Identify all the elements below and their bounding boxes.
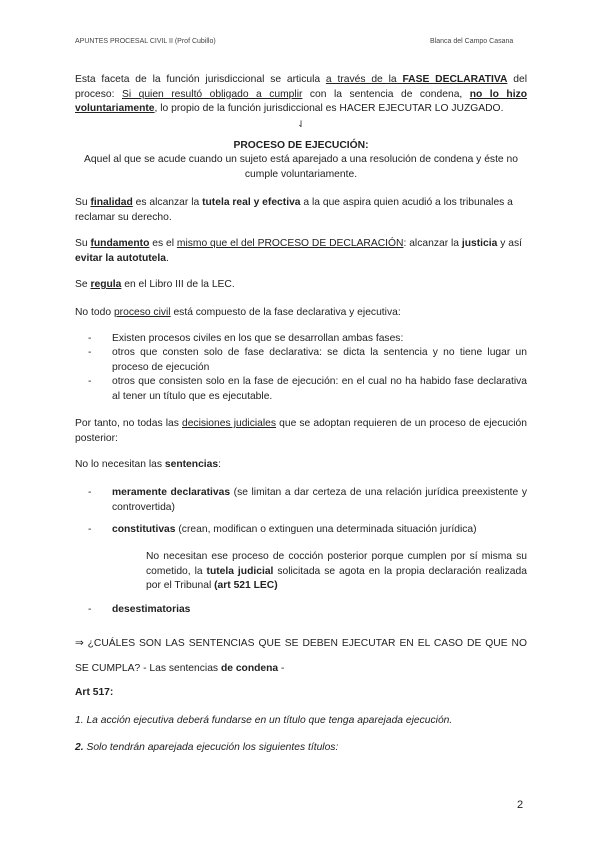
- header-left: APUNTES PROCESAL CIVIL II (Prof Cubillo): [75, 38, 216, 45]
- list-item-constitutivas: constitutivas (crean, modifican o extinguen una determinada situación jurídica): [112, 524, 477, 535]
- portanto-paragraph: Por tanto, no todas las decisiones judiciales que se adoptan requieren de un proceso de ejecución posterior:: [75, 418, 528, 444]
- article-heading: Art 517:: [75, 687, 114, 698]
- list-item: otros que consisten solo en la fase de ejecución: en el cual no ha habido fase declarativa al tener un título que es ejecutable.: [112, 376, 527, 402]
- intro-paragraph: Esta faceta de la función jurisdiccional se articula a través de la FASE DECLARATIVA del proceso: Si quien resultó obligado a cumplir con la sentencia de condena, no lo hizo voluntariamente, lo propio de la función jurisdiccional es HACER EJECUTAR LO JUZGADO.: [75, 74, 528, 114]
- arrow-right-icon: ⇒: [75, 638, 84, 649]
- article-point-1: 1. La acción ejecutiva deberá fundarse en un título que tenga aparejada ejecución.: [75, 715, 453, 726]
- section-subtitle: Aquel al que se acude cuando un sujeto está aparejado a una resolución de condena y éste no cumple voluntariamente.: [84, 154, 518, 180]
- list-dash: -: [88, 347, 92, 358]
- nolo-paragraph: No lo necesitan las sentencias:: [75, 459, 221, 470]
- page-number: 2: [517, 799, 524, 811]
- list-item-desestimatorias: desestimatorias: [112, 604, 191, 615]
- header-right: Blanca del Campo Casana: [430, 38, 514, 45]
- notodo-paragraph: No todo proceso civil está compuesto de la fase declarativa y ejecutiva:: [75, 307, 401, 318]
- list-dash: -: [88, 376, 92, 387]
- list-item-declarativas: meramente declarativas (se limitan a dar certeza de una relación jurídica preexistente y controvertida): [112, 487, 527, 513]
- list-dash: -: [88, 487, 92, 498]
- list-dash: -: [88, 524, 92, 535]
- fundamento-paragraph: Su fundamento es el mismo que el del PROCESO DE DECLARACIÓN: alcanzar la justicia y así evitar la autotutela.: [75, 238, 522, 264]
- list-dash: -: [88, 604, 92, 615]
- list-item: otros que consten solo de fase declarativa: se dicta la sentencia y no tiene lugar un proceso de ejecución: [112, 347, 527, 373]
- arrow-mark: ⇃: [297, 119, 305, 129]
- list-item: Existen procesos civiles en los que se desarrollan ambas fases:: [112, 333, 404, 344]
- section-title: PROCESO DE EJECUCIÓN:: [233, 140, 369, 151]
- coccion-paragraph: No necesitan ese proceso de cocción posterior porque cumplen por sí misma su cometido, la tutela judicial solicitada se agota en la propia declaración realizada por el Tribunal (art 521 LEC): [146, 551, 527, 591]
- list-dash: -: [88, 333, 92, 344]
- article-point-2: 2. Solo tendrán aparejada ejecución los siguientes títulos:: [75, 742, 339, 753]
- finalidad-paragraph: Su finalidad es alcanzar la tutela real y efectiva a la que aspira quien acudió a los tribunales a reclamar su derecho.: [75, 197, 513, 223]
- regula-paragraph: Se regula en el Libro III de la LEC.: [75, 279, 235, 290]
- question-paragraph: ⇒ ¿CUÁLES SON LAS SENTENCIAS QUE SE DEBEN EJECUTAR EN EL CASO DE QUE NO SE CUMPLA? - Las sentencias de condena -: [75, 638, 527, 674]
